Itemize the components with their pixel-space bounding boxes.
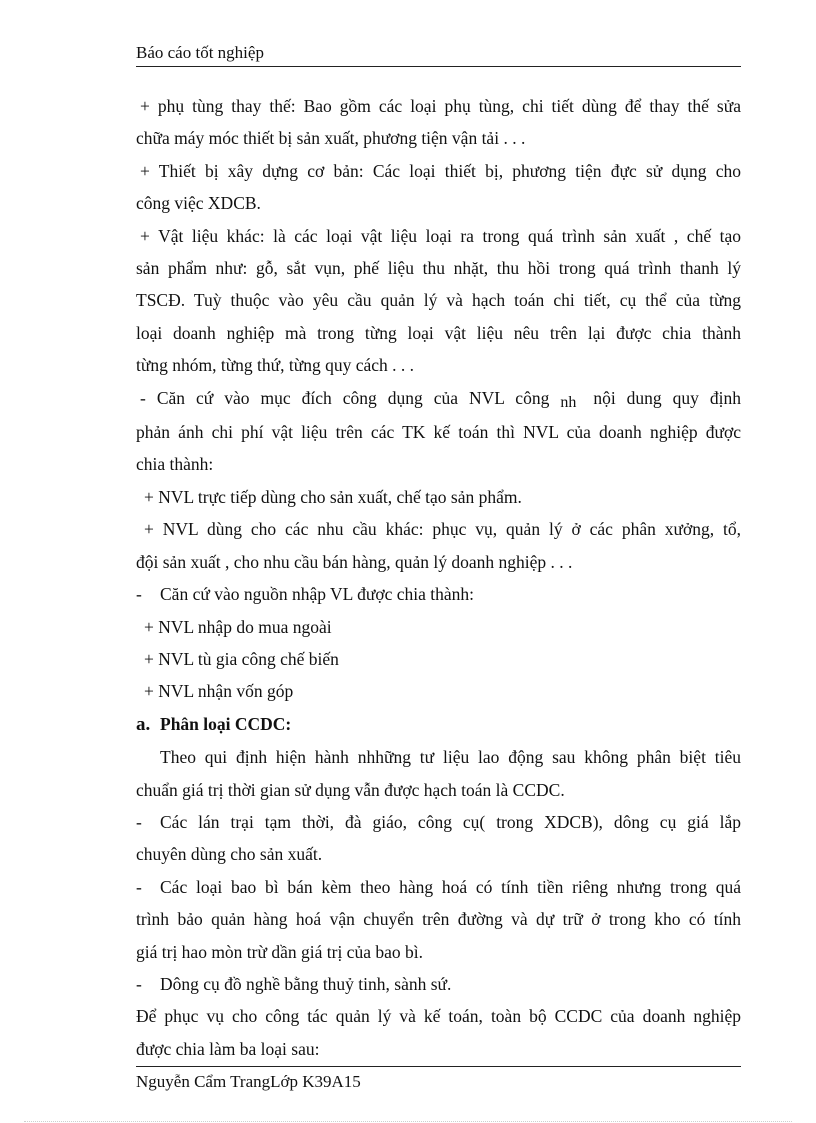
paragraph-line bbox=[136, 382, 741, 416]
line-segment: Các lán trại tạm thời, đà giáo, công cụ( trong XDCB), dông cụ giá lắp bbox=[160, 811, 741, 832]
line-segment: - Căn cứ vào mục đích công dụng của NVL công bbox=[140, 387, 550, 408]
list-item: + NVL tù gia công chế biến bbox=[144, 648, 339, 669]
paragraph-line: + phụ tùng thay thế: Bao gồm các loại phụ tùng, chi tiết dùng để thay thế sửa bbox=[140, 96, 741, 116]
paragraph-line: chuẩn giá trị thời gian sử dụng vẫn được hạch toán là CCDC. bbox=[136, 779, 565, 800]
list-item bbox=[136, 968, 741, 1000]
paragraph-line: phản ánh chi phí vật liệu trên các TK kế toán thì NVL của doanh nghiệp được bbox=[136, 422, 741, 443]
dash-marker: - bbox=[136, 811, 142, 832]
list-item bbox=[136, 806, 741, 838]
list-item: + NVL dùng cho các nhu cầu khác: phục vụ, quản lý ở các phân xưởng, tổ, bbox=[144, 519, 741, 540]
dash-marker: - bbox=[136, 973, 142, 994]
paragraph-line: Theo qui định hiện hành nhhững tư liệu lao động sau không phân biệt tiêu bbox=[160, 747, 741, 768]
list-item: + NVL nhập do mua ngoài bbox=[144, 616, 332, 637]
paragraph-line: TSCĐ. Tuỳ thuộc vào yêu cầu quản lý và hạch toán chi tiết, cụ thể của từng bbox=[136, 290, 741, 311]
paragraph-line: chuyên dùng cho sản xuất. bbox=[136, 844, 323, 865]
paragraph-line: + Vật liệu khác: là các loại vật liệu loại ra trong quá trình sản xuất , chế tạo bbox=[140, 225, 741, 246]
inline-fragment: nh bbox=[560, 393, 577, 411]
paragraph-line: trình bảo quản hàng hoá vận chuyển trên đường và dự trữ ở trong kho có tính bbox=[136, 909, 741, 930]
line-segment: Căn cứ vào nguồn nhập VL được chia thành: bbox=[160, 584, 474, 605]
list-item bbox=[136, 578, 741, 610]
document-body bbox=[136, 90, 741, 1065]
dash-marker: - bbox=[136, 584, 142, 605]
heading-text: Phân loại CCDC: bbox=[160, 713, 292, 734]
paragraph-line: loại doanh nghiệp mà trong từng loại vật liệu nêu trên lại được chia thành bbox=[136, 322, 741, 343]
list-item bbox=[136, 871, 741, 903]
paragraph-line: đội sản xuất , cho nhu cầu bán hàng, quản lý doanh nghiệp . . . bbox=[136, 551, 573, 572]
header-divider bbox=[136, 66, 741, 67]
paragraph-line: được chia làm ba loại sau: bbox=[136, 1038, 320, 1059]
line-segment: Các loại bao bì bán kèm theo hàng hoá có tính tiền riêng nhưng trong quá bbox=[160, 876, 741, 897]
paragraph-line: + Thiết bị xây dựng cơ bản: Các loại thiết bị, phương tiện đực sử dụng cho bbox=[140, 160, 741, 181]
section-heading bbox=[136, 708, 741, 741]
list-item: + NVL nhận vốn góp bbox=[144, 681, 294, 702]
dash-marker: - bbox=[136, 876, 142, 897]
paragraph-line: chia thành: bbox=[136, 454, 214, 475]
list-item: + NVL trực tiếp dùng cho sản xuất, chế tạo sản phẩm. bbox=[144, 486, 522, 507]
paragraph-line: công việc XDCB. bbox=[136, 193, 261, 214]
paragraph-line: sản phẩm như: gỗ, sắt vụn, phế liệu thu nhặt, thu hồi trong quá trình thanh lý bbox=[136, 258, 741, 279]
page-bottom-edge bbox=[24, 1121, 792, 1122]
line-segment: Dông cụ đồ nghề bằng thuỷ tinh, sành sứ. bbox=[160, 973, 452, 994]
paragraph-line: giá trị hao mòn trừ dần giá trị của bao bì. bbox=[136, 941, 423, 962]
page-header: Báo cáo tốt nghiệp bbox=[136, 43, 264, 62]
paragraph-line: từng nhóm, từng thứ, từng quy cách . . . bbox=[136, 355, 415, 376]
paragraph-line: chữa máy móc thiết bị sản xuất, phương tiện vận tải . . . bbox=[136, 128, 526, 149]
page-footer: Nguyễn Cẩm TrangLớp K39A15 bbox=[136, 1072, 361, 1091]
paragraph-line: Để phục vụ cho công tác quản lý và kế toán, toàn bộ CCDC của doanh nghiệp bbox=[136, 1006, 741, 1027]
line-segment: nội dung quy định bbox=[593, 387, 742, 408]
footer-divider bbox=[136, 1066, 741, 1067]
heading-number: a. bbox=[136, 713, 151, 735]
